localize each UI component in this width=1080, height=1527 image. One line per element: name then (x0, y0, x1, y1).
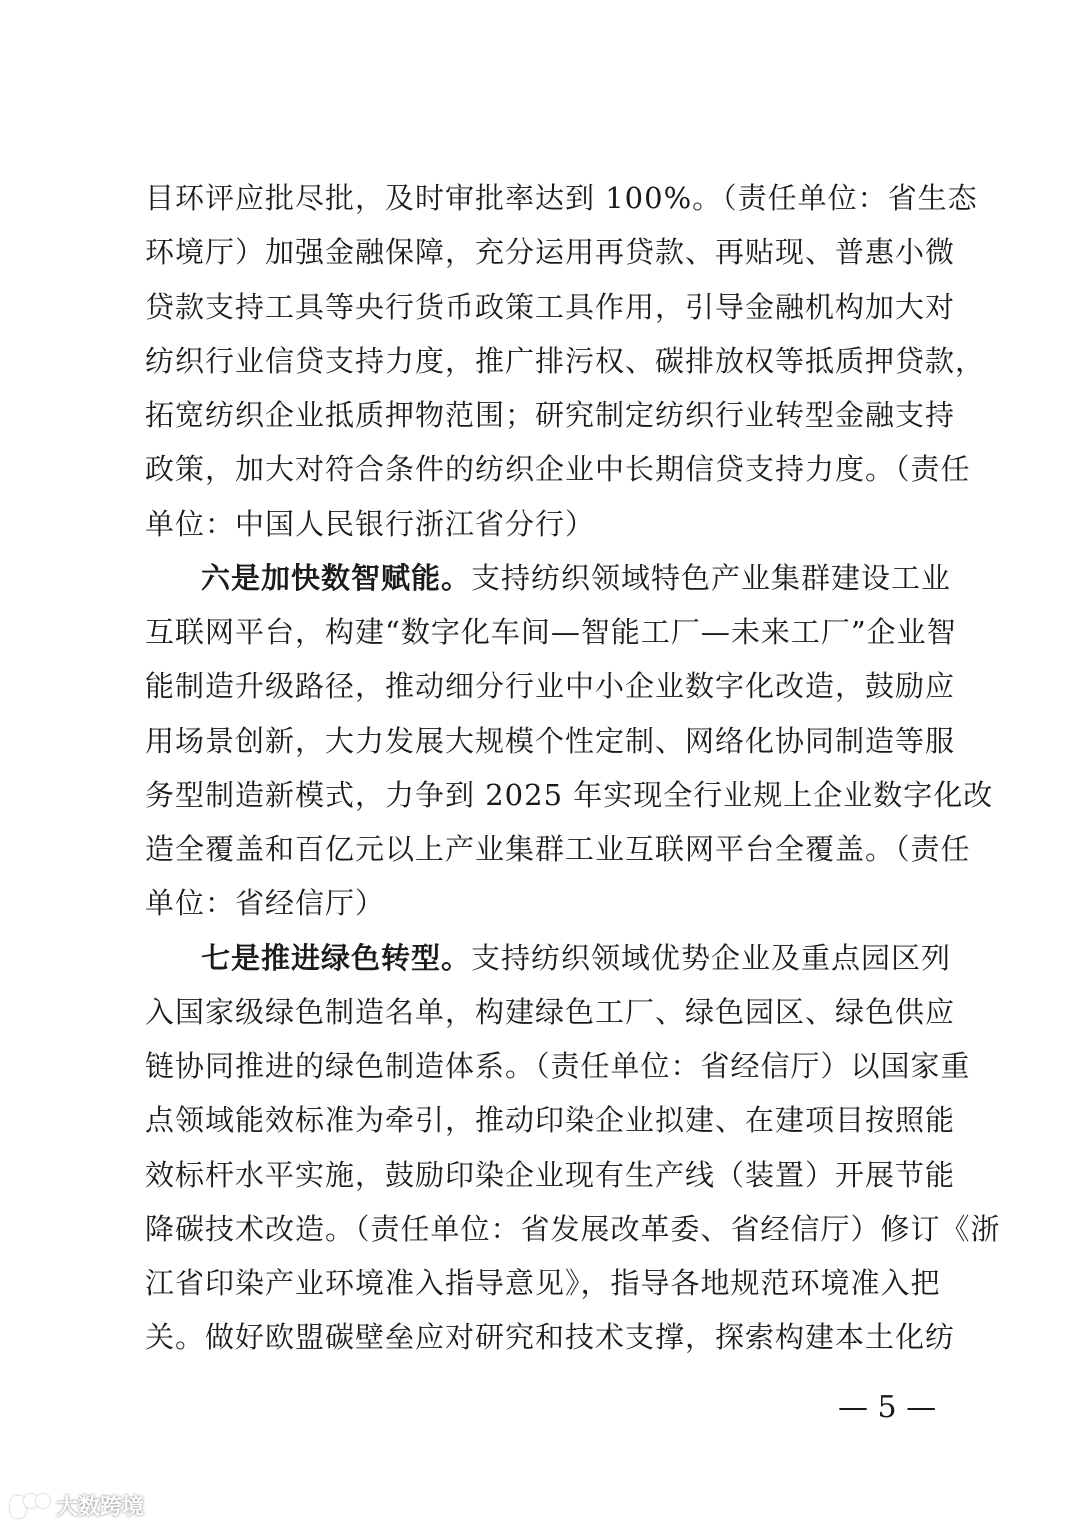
text-line: 拓宽纺织企业抵质押物范围；研究制定纺织行业转型金融支持 (145, 398, 956, 432)
watermark-logo-icon (10, 1494, 50, 1518)
text-line: 能制造升级路径，推动细分行业中小企业数字化改造，鼓励应 (145, 669, 956, 704)
text-line: 关。做好欧盟碳壁垒应对研究和技术支撑，探索构建本土化纺 (145, 1320, 956, 1355)
text-line: 互联网平台，构建“数字化车间—智能工厂—未来工厂”企业智 (145, 615, 957, 649)
text-line: 政策，加大对符合条件的纺织企业中长期信贷支持力度。（责任 (145, 452, 971, 487)
watermark-text: 大数跨境 (56, 1495, 145, 1520)
text-span: 支持纺织领域优势企业及重点园区列 (471, 940, 952, 975)
text-line: 降碳技术改造。（责任单位：省发展改革委、省经信厅）修订《浙 (145, 1211, 1001, 1246)
section-heading-seven: 七是推进绿色转型。 (201, 940, 472, 975)
page-number: — 5 — (838, 1390, 937, 1425)
text-line: 单位：省经信厅） (145, 886, 386, 921)
text-line: 单位：中国人民银行浙江省分行） (145, 506, 596, 541)
paragraph-six-first-line (145, 551, 952, 605)
text-line: 用场景创新，大力发展大规模个性定制、网络化协同制造等服 (145, 723, 956, 758)
text-line: 目环评应批尽批，及时审批率达到 100%。（责任单位：省生态 (145, 181, 978, 215)
text-line: 纺织行业信贷支持力度，推广排污权、碳排放权等抵质押贷款， (145, 343, 986, 378)
text-line: 造全覆盖和百亿元以上产业集群工业互联网平台全覆盖。（责任 (145, 832, 971, 866)
text-line: 入国家级绿色制造名单，构建绿色工厂、绿色园区、绿色供应 (145, 994, 956, 1029)
watermark (10, 1490, 144, 1521)
document-body (145, 171, 1001, 1365)
text-line: 江省印染产业环境准入指导意见》，指导各地规范环境准入把 (145, 1266, 941, 1300)
text-line: 环境厅）加强金融保障，充分运用再贷款、再贴现、普惠小微 (145, 235, 956, 270)
text-line: 效标杆水平实施，鼓励印染企业现有生产线（装置）开展节能 (145, 1157, 956, 1192)
paragraph-seven-first-line (145, 931, 952, 985)
text-line: 点领域能效标准为牵引，推动印染企业拟建、在建项目按照能 (145, 1103, 956, 1138)
text-line: 链协同推进的绿色制造体系。（责任单位：省经信厅）以国家重 (145, 1049, 971, 1083)
text-line: 贷款支持工具等央行货币政策工具作用，引导金融机构加大对 (145, 289, 956, 324)
section-heading-six: 六是加快数智赋能。 (201, 560, 472, 595)
text-line: 务型制造新模式，力争到 2025 年实现全行业规上企业数字化改 (145, 777, 994, 812)
text-span: 支持纺织领域特色产业集群建设工业 (471, 560, 952, 595)
